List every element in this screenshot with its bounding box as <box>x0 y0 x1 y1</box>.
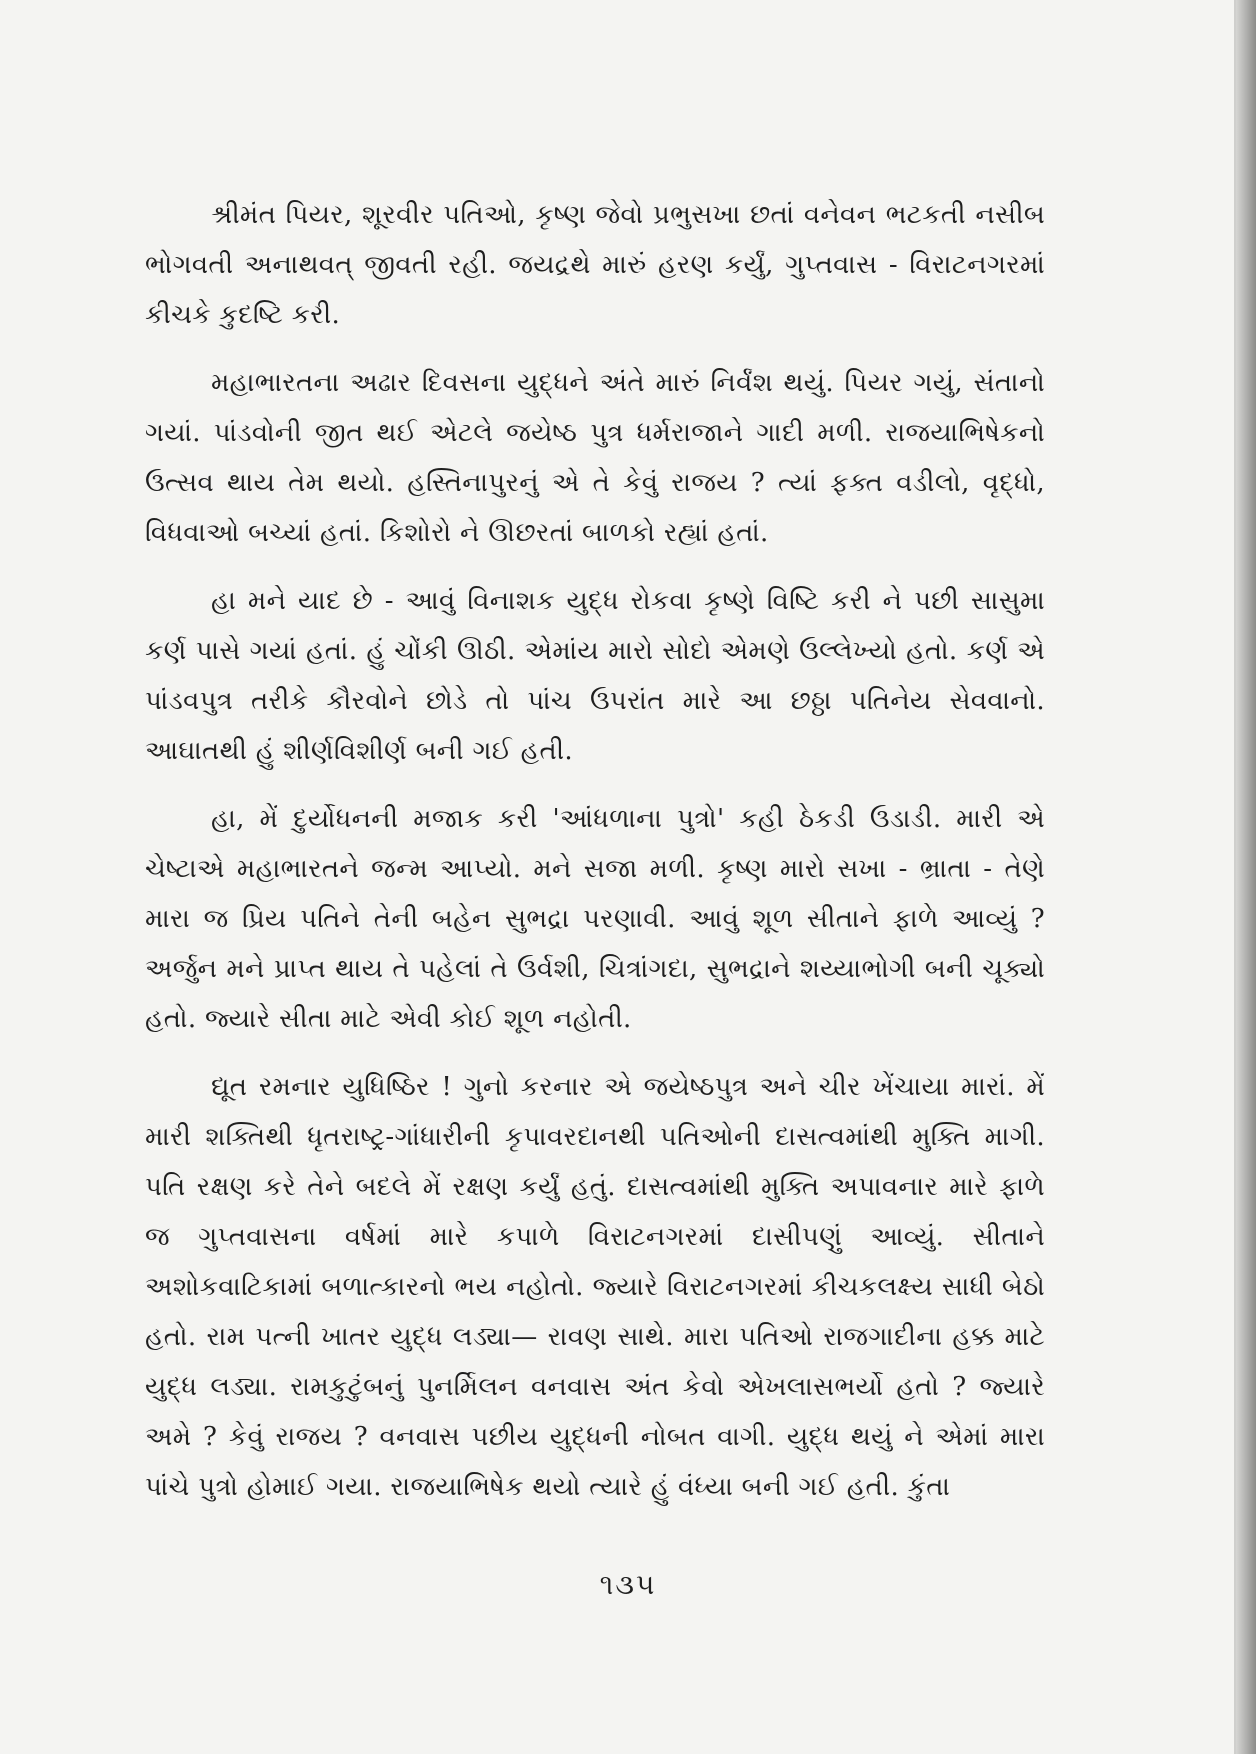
paragraph-3: હા મને યાદ છે - આવું વિનાશક યુદ્ધ રોકવા કૃષ્ણે વિષ્ટિ કરી ને પછી સાસુમા કર્ણ પાસે ગયાં હતાં. હું ચોંકી ઊઠી. એમાંય મારો સોદો એમણે ઉલ્લેખ્યો હતો. કર્ણ એ પાંડવપુત્ર તરીકે કૌરવોને છોડે તો પાંચ ઉપરાંત મારે આ છઠ્ઠા પતિનેય સેવવાનો. આઘાતથી હું શીર્ણવિશીર્ણ બની ગઈ હતી. <box>145 586 1045 766</box>
body-text <box>145 190 1045 1530</box>
paragraph-5: દ્યૂત રમનાર યુધિષ્ઠિર ! ગુનો કરનાર એ જયેષ્ઠપુત્ર અને ચીર ખેંચાયા મારાં. મેં મારી શક્તિથી ધૃતરાષ્ટ્ર-ગાંધારીની કૃપાવરદાનથી પતિઓની દાસત્વમાંથી મુક્તિ માગી. પતિ રક્ષણ કરે તેને બદલે મેં રક્ષણ કર્યું હતું. દાસત્વમાંથી મુક્તિ અપાવનાર મારે ફાળે જ ગુપ્તવાસના વર્ષમાં મારે કપાળે વિરાટનગરમાં દાસીપણું આવ્યું. સીતાને અશોકવાટિકામાં બળાત્કારનો ભય નહોતો. જ્યારે વિરાટનગરમાં કીચકલક્ષ્ય સાધી બેઠો હતો. રામ પત્ની ખાતર યુદ્ધ લડ્યા— રાવણ સાથે. મારા પતિઓ રાજગાદીના હક્ક માટે યુદ્ધ લડ્યા. રામકુટુંબનું પુનર્મિલન વનવાસ અંત કેવો એખલાસભર્યો હતો ? જ્યારે અમે ? કેવું રાજય ? વનવાસ પછીય યુદ્ધની નોબત વાગી. યુદ્ધ થયું ને એમાં મારા પાંચે પુત્રો હોમાઈ ગયા. રાજયાભિષેક થયો ત્યારે હું વંધ્યા બની ગઈ હતી. કુંતા <box>145 1072 1045 1502</box>
paragraph-1: શ્રીમંત પિયર, શૂરવીર પતિઓ, કૃષ્ણ જેવો પ્રભુસખા છતાં વનેવન ભટકતી નસીબ ભોગવતી અનાથવત્ જીવતી રહી. જયદ્રથે મારું હરણ કર્યું, ગુપ્તવાસ - વિરાટનગરમાં કીચકે કુદષ્ટિ કરી. <box>145 200 1045 330</box>
paragraph-2: મહાભારતના અઢાર દિવસના યુદ્ધને અંતે મારું નિર્વંશ થયું. પિયર ગયું, સંતાનો ગયાં. પાંડવોની જીત થઈ એટલે જયેષ્ઠ પુત્ર ધર્મરાજાને ગાદી મળી. રાજયાભિષેકનો ઉત્સવ થાય તેમ થયો. હસ્તિનાપુરનું એ તે કેવું રાજય ? ત્યાં ફક્ત વડીલો, વૃદ્ધો, વિધવાઓ બચ્યાં હતાં. કિશોરો ને ઊછરતાં બાળકો રહ્યાં હતાં. <box>145 368 1045 548</box>
paragraph-4: હા, મેં દુર્યોધનની મજાક કરી 'આંધળાના પુત્રો' કહી ઠેકડી ઉડાડી. મારી એ ચેષ્ટાએ મહાભારતને જન્મ આપ્યો. મને સજા મળી. કૃષ્ણ મારો સખા - ભ્રાતા - તેણે મારા જ પ્રિય પતિને તેની બહેન સુભદ્રા પરણાવી. આવું શૂળ સીતાને ફાળે આવ્યું ? અર્જુન મને પ્રાપ્ત થાય તે પહેલાં તે ઉર્વશી, ચિત્રાંગદા, સુભદ્રાને શય્યાભોગી બની ચૂક્યો હતો. જ્યારે સીતા માટે એવી કોઈ શૂળ નહોતી. <box>145 804 1045 1034</box>
page-edge-shadow <box>1236 0 1256 1754</box>
page-number: ૧૩૫ <box>599 1568 657 1601</box>
